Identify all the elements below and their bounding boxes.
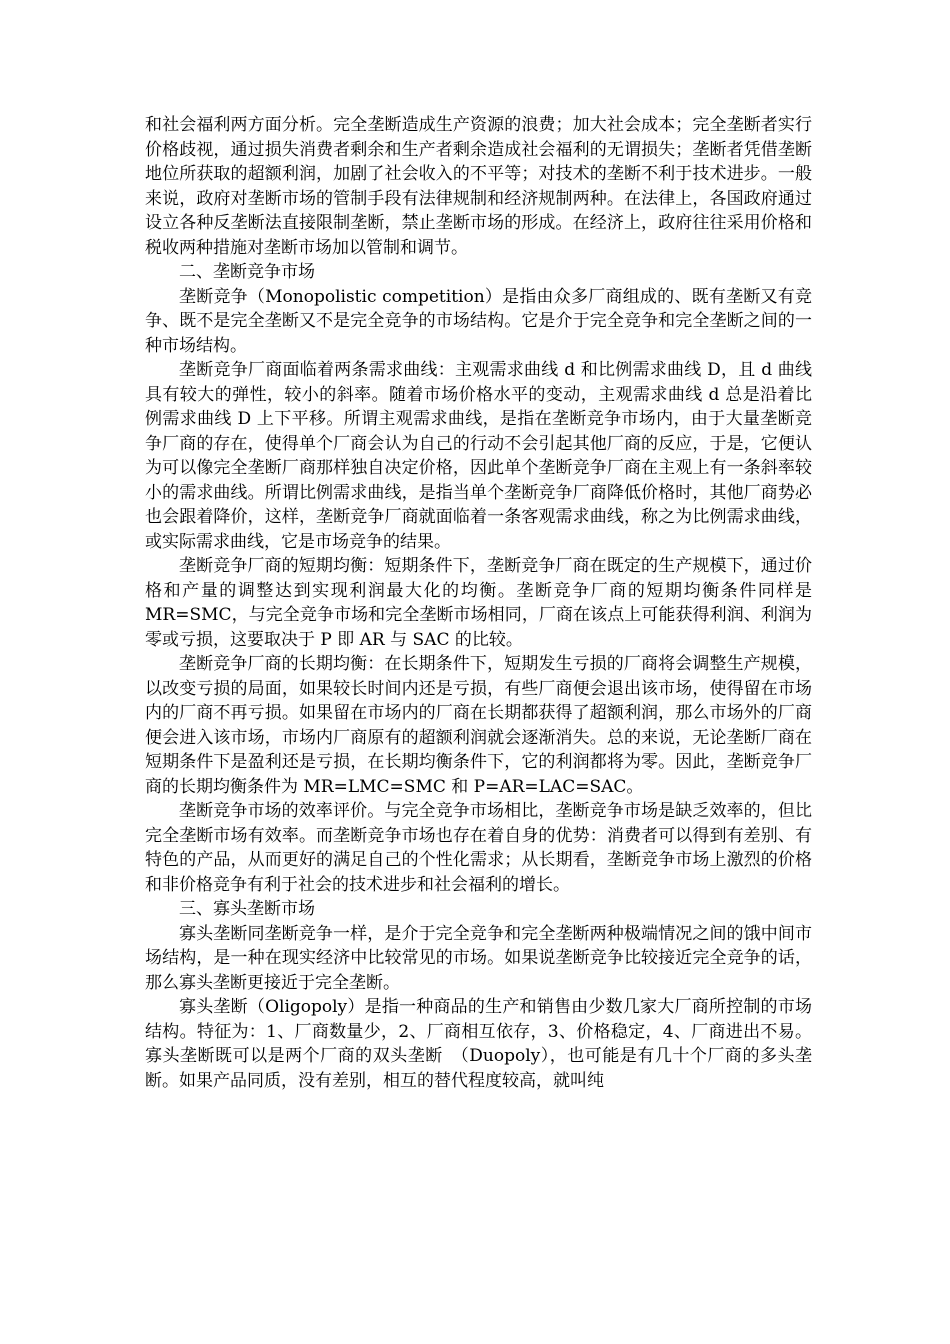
paragraph-welfare-analysis: 和社会福利两方面分析。完全垄断造成生产资源的浪费；加大社会成本；完全垄断者实行价格歧视，通过损失消费者剩余和生产者剩余造成社会福利的无谓损失；垄断者凭借垄断地位所获取的超额利润，加剧了社会收入的不平等；对技术的垄断不利于技术进步。一般来说，政府对垄断市场的管制手段有法律规制和经济规制两种。在法律上，各国政府通过设立各种反垄断法直接限制垄断，禁止垄断市场的形成。在经济上，政府往往采用价格和税收两种措施对垄断市场加以管制和调节。 (145, 115, 812, 258)
paragraph-demand-curves: 垄断竞争厂商面临着两条需求曲线：主观需求曲线 d 和比例需求曲线 D，且 d 曲线具有较大的弹性，较小的斜率。随着市场价格水平的变动，主观需求曲线 d 总是沿着比例需求曲线 D 上下平移。所谓主观需求曲线，是指在垄断竞争市场内，由于大量垄断竞争厂商的存在，使得单个厂商会认为自己的行动不会引起其他厂商的反应，于是，它便认为可以像完全垄断厂商那样独自决定价格，因此单个垄断竞争厂商在主观上有一条斜率较小的需求曲线。所谓比例需求曲线，是指当单个垄断竞争厂商降低价格时，其他厂商势必也会跟着降价，这样，垄断竞争厂商就面临着一条客观需求曲线，称之为比例需求曲线，或实际需求曲线，它是市场竞争的结果。 (145, 360, 812, 552)
paragraph-oligopoly-intro: 寡头垄断同垄断竞争一样，是介于完全竞争和完全垄断两种极端情况之间的饿中间市场结构，是一种在现实经济中比较常见的市场。如果说垄断竞争比较接近完全竞争的话，那么寡头垄断更接近于完全垄断。 (145, 923, 812, 993)
paragraph-oligopoly-definition: 寡头垄断（Oligopoly）是指一种商品的生产和销售由少数几家大厂商所控制的市场结构。特征为：1、厂商数量少，2、厂商相互依存，3、价格稳定，4、厂商进出不易。寡头垄断既可以是两个厂商的双头垄断 （Duopoly），也可能是有几十个厂商的多头垄断。如果产品同质，没有差别，相互的替代程度较高，就叫纯 (145, 997, 812, 1091)
section-heading-monopolistic-competition: 二、垄断竞争市场 (179, 262, 315, 282)
paragraph-efficiency-evaluation: 垄断竞争市场的效率评价。与完全竞争市场相比，垄断竞争市场是缺乏效率的，但比完全垄断市场有效率。而垄断竞争市场也存在着自身的优势：消费者可以得到有差别、有特色的产品，从而更好的满足自己的个性化需求；从长期看，垄断竞争市场上激烈的价格和非价格竞争有利于社会的技术进步和社会福利的增长。 (145, 801, 812, 895)
paragraph-long-run-equilibrium: 垄断竞争厂商的长期均衡：在长期条件下，短期发生亏损的厂商将会调整生产规模，以改变亏损的局面，如果较长时间内还是亏损，有些厂商便会退出该市场，使得留在市场内的厂商不再亏损。如果留在市场内的厂商在长期都获得了超额利润，那么市场外的厂商便会进入该市场，市场内厂商原有的超额利润就会逐渐消失。总的来说，无论垄断厂商在短期条件下是盈利还是亏损，在长期均衡条件下，它的利润都将为零。因此，垄断竞争厂商的长期均衡条件为 MR=LMC=SMC 和 P=AR=LAC=SAC。 (145, 654, 812, 797)
paragraph-definition-monopolistic-competition: 垄断竞争（Monopolistic competition）是指由众多厂商组成的、既有垄断又有竞争、既不是完全垄断又不是完全竞争的市场结构。它是介于完全竞争和完全垄断之间的一种市场结构。 (145, 286, 812, 356)
section-heading-oligopoly: 三、寡头垄断市场 (179, 899, 315, 919)
paragraph-short-run-equilibrium: 垄断竞争厂商的短期均衡：短期条件下，垄断竞争厂商在既定的生产规模下，通过价格和产量的调整达到实现利润最大化的均衡。垄断竞争厂商的短期均衡条件同样是 MR=SMC，与完全竞争市场和完全垄断市场相同，厂商在该点上可能获得利润、利润为零或亏损，这要取决于 P 即 AR 与 SAC 的比较。 (145, 556, 812, 650)
document-page (145, 113, 812, 1093)
